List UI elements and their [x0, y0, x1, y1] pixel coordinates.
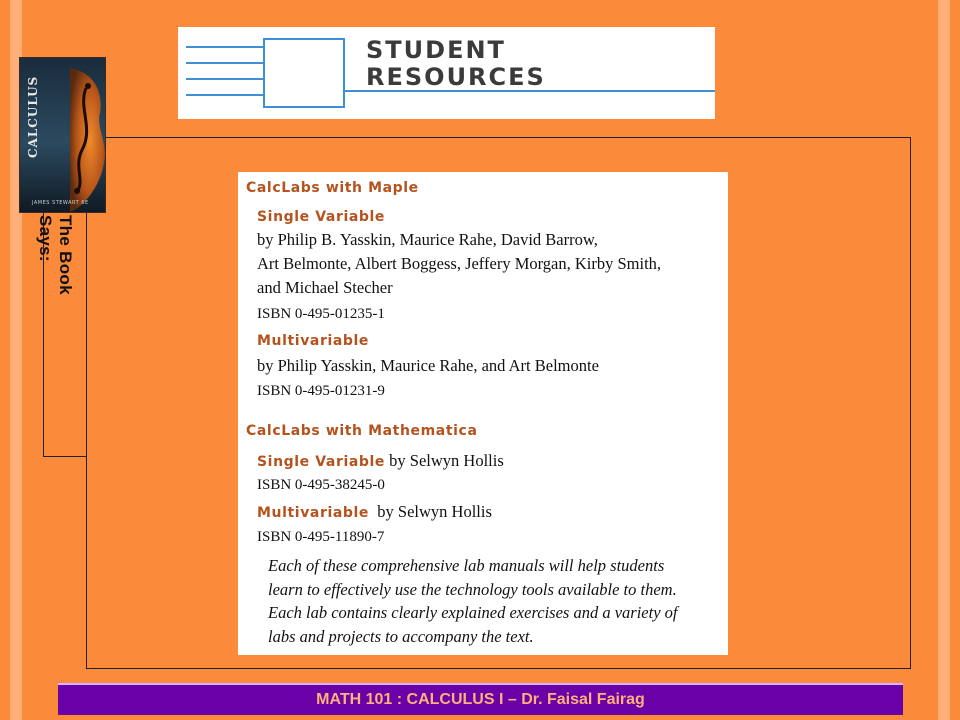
footer-bar	[58, 683, 903, 715]
mathematica-single-authors: by Selwyn Hollis	[389, 451, 504, 470]
maple-multi-isbn: ISBN 0-495-01231-9	[257, 383, 385, 399]
mathematica-single-isbn: ISBN 0-495-38245-0	[257, 477, 385, 493]
book-author: JAMES STEWART 6E	[32, 200, 89, 206]
mathematica-multi-line	[257, 502, 492, 523]
footer-course-title: MATH 101 : CALCULUS I – Dr. Faisal Fairag	[316, 691, 645, 708]
note-line-1: Each of these comprehensive lab manuals will help students	[268, 556, 665, 575]
book-title: CALCULUS	[26, 75, 40, 158]
maple-multi-authors: by Philip Yasskin, Maurice Rahe, and Art Belmonte	[257, 356, 599, 375]
banner-title-line1: STUDENT	[366, 36, 506, 64]
right-decor-stripe	[938, 0, 950, 720]
textbook-excerpt	[238, 172, 728, 655]
maple-single-heading	[257, 206, 385, 227]
maple-multi-label: Multivariable	[257, 333, 370, 349]
mathematica-single-line	[257, 451, 504, 472]
student-resources-banner	[178, 27, 715, 119]
maple-single-isbn: ISBN 0-495-01235-1	[257, 306, 385, 322]
maple-single-authors-2: Art Belmonte, Albert Boggess, Jeffery Morgan, Kirby Smith,	[257, 254, 662, 273]
banner-title	[366, 37, 546, 91]
maple-single-authors-1: by Philip B. Yasskin, Maurice Rahe, David Barrow,	[257, 230, 598, 249]
note-line-2: learn to effectively use the technology tools available to them.	[268, 579, 677, 599]
mathematica-heading: CalcLabs with Mathematica	[246, 423, 478, 439]
book-says-label: The Book Says:	[36, 215, 75, 295]
maple-single-label: Single Variable	[257, 209, 386, 225]
note-line-4: labs and projects to accompany the text.	[268, 626, 534, 646]
mathematica-single-label: Single Variable	[257, 454, 386, 470]
mathematica-multi-authors: by Selwyn Hollis	[377, 502, 492, 521]
maple-heading: CalcLabs with Maple	[246, 180, 419, 196]
banner-title-line2: RESOURCES	[366, 63, 546, 91]
maple-multi-heading	[257, 330, 369, 351]
note-line-3: Each lab contains clearly explained exercises and a variety of	[268, 603, 678, 622]
lab-manuals-note	[268, 554, 728, 648]
mathematica-multi-label: Multivariable	[257, 505, 370, 521]
maple-single-authors-3: and Michael Stecher	[257, 278, 393, 297]
calculus-book-cover	[19, 57, 106, 213]
mathematica-multi-isbn: ISBN 0-495-11890-7	[257, 529, 385, 545]
